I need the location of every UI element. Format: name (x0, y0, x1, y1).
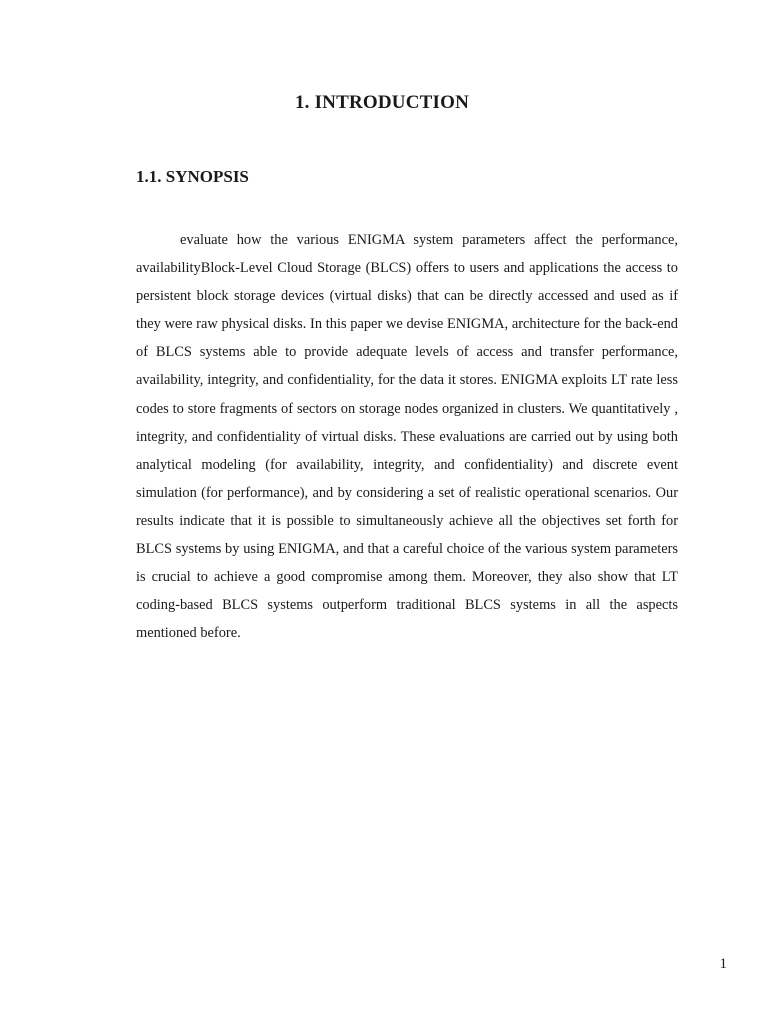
page-number: 1 (719, 956, 727, 972)
chapter-title: 1. INTRODUCTION (294, 92, 470, 113)
synopsis-paragraph: evaluate how the various ENIGMA system parameters affect the performance, availabilityBlock-Level Cloud Storage (BLCS) offers to users and applications the access to persistent block storage devices (virtual disks) that can be directly accessed and used as if they were raw physical disks. In this paper we devise ENIGMA, architecture for the back-end of BLCS systems able to provide adequate levels of access and transfer performance, availability, integrity, and confidentiality, for the data it stores. ENIGMA exploits LT rate less codes to store fragments of sectors on storage nodes organized in clusters. We quantitatively , integrity, and confidentiality of virtual disks. These evaluations are carried out by using both analytical modeling (for availability, integrity, and confidentiality) and discrete event simulation (for performance), and by considering a set of realistic operational scenarios. Our results indicate that it is possible to simultaneously achieve all the objectives set forth for BLCS systems by using ENIGMA, and that a careful choice of the various system parameters is crucial to achieve a good compromise among them. Moreover, they also show that LT coding-based BLCS systems outperform traditional BLCS systems in all the aspects mentioned before. (136, 232, 678, 642)
section-heading: 1.1. SYNOPSIS (136, 167, 249, 186)
